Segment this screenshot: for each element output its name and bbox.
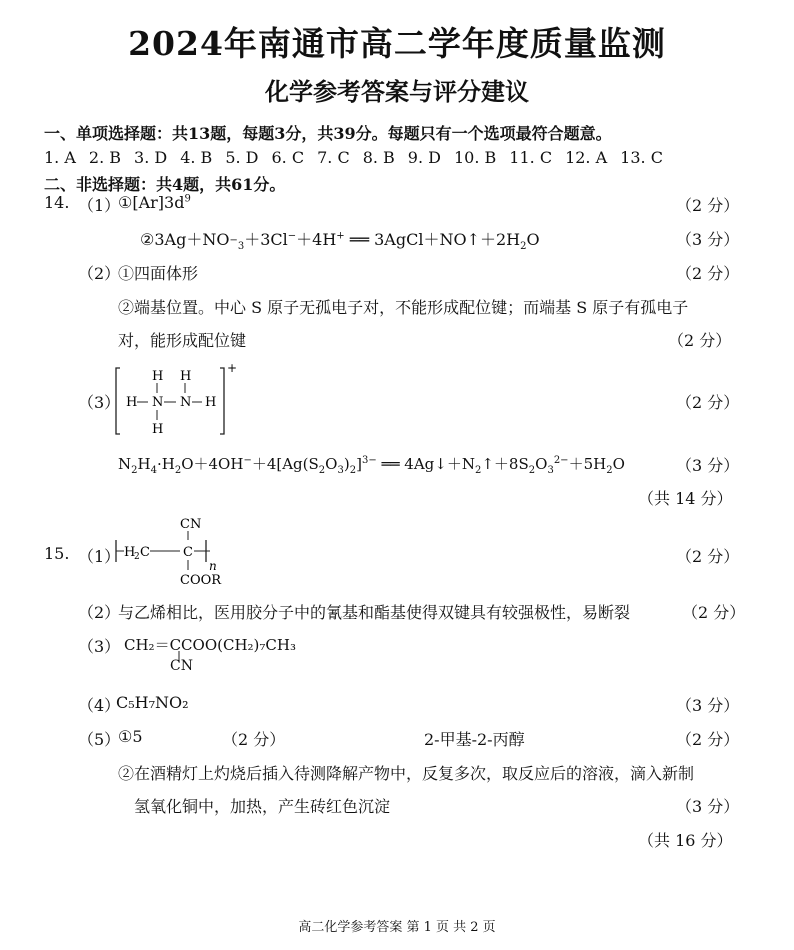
section1-heading: 一、单项选择题：共13题，每题3分，共39分。每题只有一个选项最符合题意。 (44, 124, 612, 143)
svg-text:COOR: COOR (180, 573, 222, 588)
q14-part1-a-score: （2 分） (676, 196, 740, 215)
answer-item: 5. D (225, 148, 259, 167)
page-footer: 高二化学参考答案 第 1 页 共 2 页 (298, 920, 496, 935)
q15-part5-answer-b-line2: 氢氧化铜中，加热，产生砖红色沉淀 (134, 797, 391, 816)
svg-text:N: N (152, 395, 164, 410)
svg-text:N: N (180, 395, 192, 410)
polymer-structure (114, 514, 234, 590)
q14-part1-answer-a: $①[Ar]3d^9$ (118, 193, 191, 212)
q15-total: （共 16 分） (638, 831, 733, 850)
q15-part2-score: （2 分） (682, 603, 746, 622)
q14-part1-b-score: （3 分） (676, 230, 740, 249)
q14-part3-a-score: （2 分） (676, 393, 740, 412)
q15-part5-name-score: （2 分） (676, 730, 740, 749)
q14-part1-equation: $②3Ag+NO_{-3}+3Cl^-+4H^+$ ══ $3AgCl+NO↑+2H_2O$ (140, 230, 540, 253)
q14-part2-answer-b-line2: 对，能形成配位键 (118, 331, 247, 350)
q14-part2-label: （2） (78, 264, 121, 283)
q15-part4-answer: C₅H₇NO₂ (116, 693, 189, 712)
q14-part1-label: （1） (78, 196, 121, 215)
svg-text:+: + (227, 362, 238, 375)
svg-text:C: C (140, 545, 150, 560)
q15-part5-a-score: （2 分） (222, 730, 286, 749)
answer-item: 7. C (317, 148, 350, 167)
q15-part2-answer: 与乙烯相比，医用胶分子中的氰基和酯基使得双键具有较强极性，易断裂 (118, 603, 631, 622)
q14-part2-a-score: （2 分） (676, 264, 740, 283)
q14-total: （共 14 分） (638, 489, 733, 508)
q15-part4-label: （4） (78, 696, 121, 715)
q15-part5-answer-b-line1: ②在酒精灯上灼烧后插入待测降解产物中，反复多次，取反应后的溶液，滴入新制 (118, 764, 695, 783)
answer-item: 8. B (362, 148, 395, 167)
q14-part3-b-score: （3 分） (676, 456, 740, 475)
q15-part5-name: 2-甲基-2-丙醇 (424, 730, 525, 749)
q14-part2-b-score: （2 分） (668, 331, 732, 350)
section2-heading: 二、非选择题：共4题，共61分。 (44, 175, 286, 194)
svg-text:C: C (183, 545, 193, 560)
q15-number: 15. (44, 544, 70, 563)
page-subtitle: 化学参考答案与评分建议 (265, 77, 529, 106)
answer-item: 10. B (453, 148, 497, 167)
q15-part3-formula: CH₂＝CCOO(CH₂)₇CH₃ (124, 636, 296, 654)
svg-text:H: H (126, 395, 138, 410)
q14-part3-equation: $N_2H_4\cdot H_2O+4OH^-+4[Ag(S_2O_3)_2]^{3-}$ ══ $4Ag↓+N_2↑+8S_2O_3^{2-}+5H_2O$ (118, 455, 625, 476)
page-title: 2024年南通市高二学年度质量监测 (128, 24, 666, 63)
q15-part1-label: （1） (78, 547, 121, 566)
svg-text:2: 2 (134, 552, 140, 562)
answer-item: 11. C (509, 148, 553, 167)
svg-text:H: H (152, 422, 164, 437)
q14-part2-answer-b-line1: ②端基位置。中心 S 原子无孤电子对，不能形成配位键；而端基 S 原子有孤电子 (118, 298, 689, 317)
svg-text:H: H (152, 369, 164, 384)
q15-part4-score: （3 分） (676, 696, 740, 715)
answer-item: 6. C (271, 148, 305, 167)
q14-number: 14. (44, 193, 70, 212)
svg-text:H: H (180, 369, 192, 384)
answer-item: 3. D (134, 148, 168, 167)
q15-part3-label: （3） (78, 637, 121, 656)
q14-part3-label: （3） (78, 393, 121, 412)
svg-text:CN: CN (180, 517, 202, 532)
answer-list (44, 148, 663, 167)
q15-part5-answer-a: ①5 (118, 727, 143, 746)
hydrazinium-structure (112, 362, 242, 442)
q15-part5-label: （5） (78, 730, 121, 749)
answer-item: 9. D (407, 148, 441, 167)
q14-part2-answer-a: ①四面体形 (118, 264, 199, 283)
answer-item: 12. A (565, 148, 608, 167)
svg-text:n: n (209, 559, 217, 573)
q15-part1-score: （2 分） (676, 547, 740, 566)
svg-text:H: H (124, 545, 136, 560)
answer-item: 1. A (44, 148, 76, 167)
answer-item: 2. B (88, 148, 122, 167)
answer-item: 13. C (620, 148, 663, 167)
svg-text:H: H (205, 395, 217, 410)
q15-part3-cn: CN (170, 658, 193, 674)
answer-item: 4. B (180, 148, 213, 167)
q15-part5-b-score: （3 分） (676, 797, 740, 816)
q15-part2-label: （2） (78, 603, 121, 622)
